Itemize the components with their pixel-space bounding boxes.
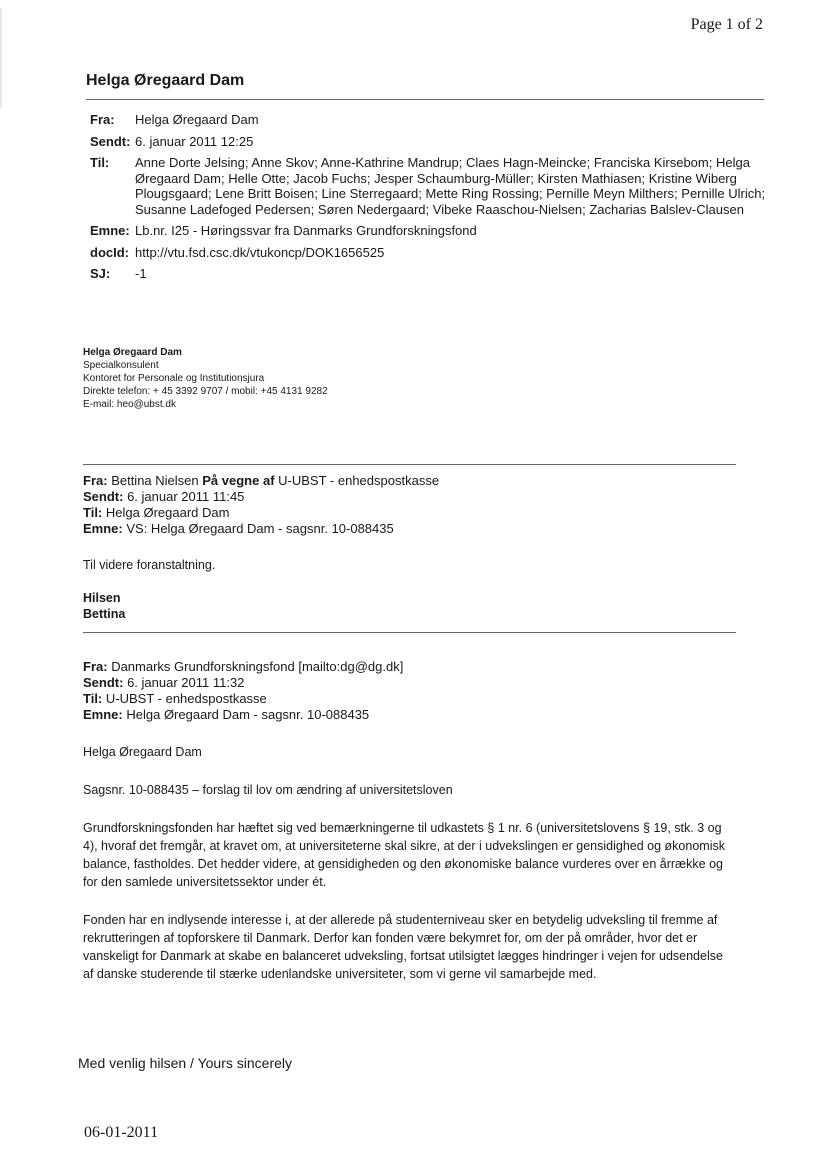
closing: Med venlig hilsen / Yours sincerely [78,1055,293,1071]
fwd2-sent-row [83,675,403,691]
sent-label: Sendt: [90,133,131,149]
fwd2-to: U-UBST - enhedspostkasse [105,691,267,706]
fwd1-name: Bettina [83,607,126,621]
signature-phone: Direkte telefon: + 45 3392 9707 / mobil: +45 4131 9282 [83,386,328,397]
fwd2-case: Sagsnr. 10-088435 – forslag til lov om ændring af universitetsloven [83,783,453,797]
sent-value: 6. januar 2011 12:25 [135,133,254,149]
forward-header-1 [83,473,439,537]
signature-email: E-mail: heo@ubst.dk [83,399,176,410]
fwd2-subject-row [83,707,403,723]
fwd1-from-row [83,473,439,489]
fwd2-from-row [83,659,403,675]
sj-label: SJ: [90,266,111,281]
header-docid-row [90,245,770,261]
fwd1-from-name: Bettina Nielsen [111,473,199,488]
fwd1-regards: Hilsen [83,591,121,605]
scan-margin-mark [0,8,2,108]
header-sj-row [90,266,770,282]
fwd1-subject-label: Emne: [83,521,123,536]
fwd2-sent: 6. januar 2011 11:32 [127,675,245,690]
sj-value: -1 [135,266,147,281]
to-label: Til: [90,155,110,170]
fwd1-from-label: Fra: [83,473,108,488]
signature-block [83,346,328,411]
fwd2-paragraph-1: Grundforskningsfonden har hæftet sig ved bemærkningerne til udkastets § 1 nr. 6 (universitetslovens § 19, stk. 3 og 4), hvoraf det fremgår, at kravet om, at universiteterne skal sikre, at der i udvekslingen er gensidighed og økonomisk balance, fastholdes. Det hedder videre, at gensidigheden og den økonomiske balance vurderes over en årrække og for den samlede universitetssektor under ét. [83,821,725,889]
subject-value: Lb.nr. I25 - Høringssvar fra Danmarks Grundforskningsfond [135,223,477,238]
fwd1-from-box: U-UBST - enhedspostkasse [278,473,440,488]
page-number: Page 1 of 2 [690,16,763,33]
fwd2-from-label: Fra: [83,659,108,674]
fwd2-subject-label: Emne: [83,707,123,722]
email-header [90,112,770,288]
fwd2-paragraph-2: Fonden har en indlysende interesse i, at der allerede på studenterniveau sker en betydelig udveksling til fremme af rekrutteringen af topforskere til Danmark. Derfor kan fonden være bekymret for, om der på områder, hvor det er vanskeligt for Danmark at skabe en balanceret udveksling, fortsat utilsigtet lægges hindringer i vejen for udsendelse af danske studerende til stærke udenlandske universiteter, som vi gerne vil samarbejde med. [83,913,723,981]
fwd2-to-label: Til: [83,691,103,706]
page-title: Helga Øregaard Dam [86,72,245,89]
signature-role: Specialkonsulent [83,360,159,371]
signature-name: Helga Øregaard Dam [83,347,182,358]
fwd1-behalf: På vegne af [202,473,275,488]
fwd2-subject: Helga Øregaard Dam - sagsnr. 10-088435 [126,707,370,722]
fwd1-subject: VS: Helga Øregaard Dam - sagsnr. 10-088435 [126,521,394,536]
docid-value: http://vtu.fsd.csc.dk/vtukoncp/DOK1656525 [135,244,385,260]
fwd2-sent-label: Sendt: [83,675,124,690]
fwd1-to: Helga Øregaard Dam [105,505,230,520]
docid-label: docId: [90,244,129,260]
from-label: Fra: [90,112,115,127]
fwd1-sent: 6. januar 2011 11:45 [127,489,245,504]
fwd1-to-row [83,505,439,521]
header-from-row [90,112,770,128]
fwd2-from: Danmarks Grundforskningsfond [mailto:dg@dg.dk] [111,659,404,674]
fwd1-to-label: Til: [83,505,103,520]
forward-header-2 [83,659,403,723]
divider [83,464,736,465]
divider [83,632,736,633]
divider [86,99,764,100]
fwd2-to-row [83,691,403,707]
header-subject-row [90,223,770,239]
fwd2-salutation: Helga Øregaard Dam [83,745,202,759]
to-value: Anne Dorte Jelsing; Anne Skov; Anne-Kathrine Mandrup; Claes Hagn-Meincke; Franciska Kirsebom; Helga Øregaard Dam; Helle Otte; Jacob Fuchs; Jesper Schaumburg-Müller; Kirsten Mathiasen; Kristine Wiberg Plougsgaard; Lene Britt Boisen; Line Sterregaard; Mette Ring Rossing; Pernille Meyn Milthers; Pernille Ulrich; Susanne Ladefoged Pedersen; Søren Nedergaard; Vibeke Raaschou-Nielsen; Zacharias Balslev-Clausen [135,155,766,217]
subject-label: Emne: [90,223,130,238]
signature-office: Kontoret for Personale og Institutionsjura [83,373,265,384]
from-value: Helga Øregaard Dam [135,112,259,127]
fwd1-body: Til videre foranstaltning. [83,558,216,572]
header-sent-row [90,134,770,150]
fwd1-subject-row [83,521,439,537]
fwd1-sent-row [83,489,439,505]
header-to-row [90,155,770,217]
footer-date: 06-01-2011 [84,1124,159,1141]
fwd1-sent-label: Sendt: [83,489,124,504]
